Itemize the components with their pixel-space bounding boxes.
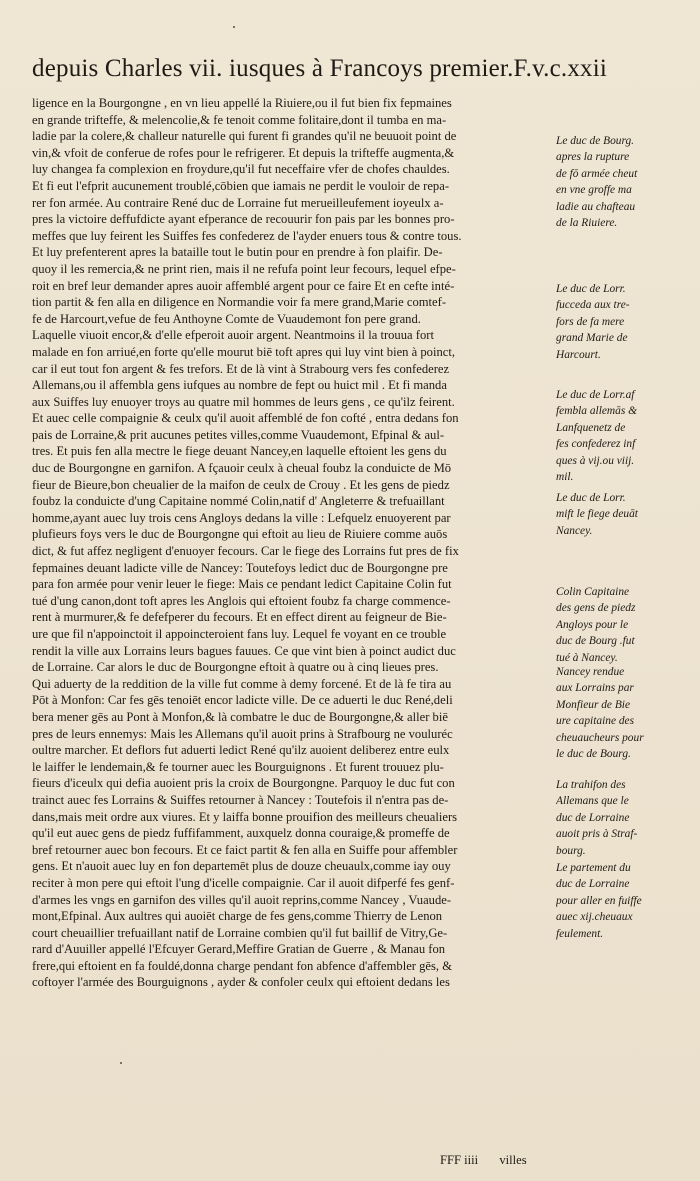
text-line: fieurs d'iceulx qui defia auoient pris la croix de Bourgongne. Parquoy le duc fut con [32, 776, 455, 791]
text-line: Et luy prefenterent apres la bataille tout le butin pour en prendre à fon plaifir. De- [32, 245, 443, 260]
marginal-note-line: fembla allemās & [556, 405, 637, 418]
marginal-note-line: Allemans que le [556, 795, 629, 808]
marginal-note-line: Colin Capitaine [556, 586, 630, 598]
text-line: homme,ayant auec luy trois cens Angloys dedans la ville : Lefquelz enuoyerent par [32, 510, 451, 525]
marginal-note-line: auoit pris à Straf- [556, 828, 638, 841]
text-line: pais de Lorraine,& prit aucunes petites villes,comme Vuaudemont, Efpinal & aul- [32, 427, 445, 442]
text-line: rent à murmurer,& fe defefperer du fecours. Et en effect dirent au feigneur de Bie- [32, 610, 447, 625]
text-line: para fon armée pour venir leuer le fiege: Mais ce pendant ledict Capitaine Colin fut [32, 577, 452, 592]
marginal-note [556, 490, 688, 539]
text-line: dans,mais meit ordre aux viures. Et y laiffa bonne prouifion des meilleurs cheualiers [32, 809, 458, 824]
marginal-note-line: fors de fa mere [556, 315, 625, 328]
ink-speck [120, 1062, 122, 1064]
text-line: plufieurs foys vers le duc de Bourgongne qui eftoit au lieu de Riuiere comme auōs [32, 527, 448, 542]
marginal-note [556, 133, 688, 231]
marginal-note-line: auec xij.cheuaux [556, 911, 633, 924]
marginal-note-line: mil. [556, 471, 574, 484]
marginal-note-line: Le duc de Bourg. [556, 135, 635, 147]
text-line: trainct auec fes Lorrains & Suiffes retourner à Nancey : Toutefois il n'entra pas de- [32, 792, 449, 807]
text-line: Et fi eut l'efprit aucunement troublé,cōbien que iamais ne perdit le vouloir de repa- [32, 178, 450, 193]
text-line: Allemans,ou il affembla gens iufques au nombre de fept ou huict mil . Et fi manda [32, 378, 447, 393]
running-header: depuis Charles vii. iusques à Francoys premier.F.v.c.xxii [32, 55, 608, 82]
text-line: bref retourner auec bon fecours. Et ce faict partit & fen alla en Suiffe pour affembler [32, 842, 458, 857]
text-line: quoy il les remercia,& ne print rien, mais il ne refufa point leur fecours, lequel efpe- [32, 261, 456, 276]
marginal-note-line: ladie au chafteau [556, 200, 636, 213]
marginal-note-line: Le duc de Lorr. [556, 283, 626, 295]
marginal-note-line: Le duc de Lorr.af [556, 389, 635, 401]
marginal-note-line: Le partement du [556, 862, 631, 874]
text-line: malade en fon arriué,en forte qu'elle mourut biē toft apres qui luy vint bien à poinct, [32, 344, 455, 359]
text-line: duc de Bourgongne en garnifon. A fçauoir ceulx à cheual foubz la conduicte de Mō [32, 461, 452, 476]
marginal-note-line: mift le fiege deuāt [556, 508, 638, 521]
text-line: qu'il eut auec gens de piedz fuffifamment, auxquelz donna couraige,& promeffe de [32, 826, 450, 841]
text-line: pres la victoire deffufdicte ayant efperance de recouurir fon pais par les bonnes pro- [32, 212, 455, 227]
text-line: rendit la ville aux Lorrains leurs bagues fauues. Ce que vint bien à poinct audict duc [32, 643, 456, 658]
marginal-note [556, 860, 688, 942]
text-line: ladie par la colere,& challeur naturelle qui furent fi grandes qu'il ne beuuoit point de [32, 129, 457, 144]
text-line: Pōt à Monfon: Car fes gēs tenoiēt encor ladicte ville. De ce aduerti le duc René,deli [32, 693, 453, 708]
text-line: dict, & fut affez negligent d'enuoyer fecours. Car le fiege des Lorrains fut pres de fix [32, 544, 459, 559]
text-line: fe de Harcourt,vefue de feu Anthoyne Comte de Vuaudemont fon pere grand. [32, 311, 421, 326]
marginal-note [556, 387, 688, 485]
text-line: ure que fil n'appoinctoit il appoincteroient fans luy. Lequel fe voyant en ce trouble [32, 627, 447, 641]
text-line: le laiffer le lendemain,& fe tourner auec les Bourguignons . Et furent trouuez plu- [32, 759, 444, 774]
text-line: de Lorraine. Car alors le duc de Bourgongne eftoit à quatre ou à cinq lieues pres. [32, 660, 439, 675]
text-line: foubz la conduicte d'ung Capitaine nommé Colin,natif d' Angleterre & trefuaillant [32, 494, 445, 509]
text-line: reciter à mon pere qui eftoit l'ung d'icelle compaignie. Car il auoit difperfé fes genf- [32, 875, 455, 890]
marginal-note [556, 664, 688, 762]
text-line: court cheuaillier trefuaillant natif de Lorraine combien qu'il fut baillif de Vitry,Ge- [32, 925, 448, 940]
marginal-note-line: Lanfquenetz de [556, 421, 626, 434]
marginal-note-line: Angloys pour le [556, 618, 629, 631]
marginal-note-line: La trahifon des [556, 779, 626, 791]
text-line: pres de leurs ennemys: Mais les Allemans qu'il auoit prins à Strafbourg ne vouluréc [32, 726, 453, 741]
marginal-note-line: tué à Nancey. [556, 651, 618, 664]
text-line: d'armes les vngs en garnifon des villes qu'il auoit reprins,comme Nancey , Vuaude- [32, 892, 452, 907]
marginal-note-line: fes confederez inf [556, 438, 636, 451]
text-line: oultre marcher. Et deflors fut aduerti ledict René qu'ilz auoient deliberez entre eulx [32, 743, 450, 758]
text-line: luy changea fa complexion en froydure,qu'il fut neceffaire vfer de chofes chauldes. [32, 162, 450, 177]
text-line: meffes que luy feirent les Suiffes fes confederez de l'ayder enuers tous & contre tous. [32, 228, 462, 243]
marginal-note-line: des gens de piedz [556, 602, 636, 615]
marginal-note-line: ure capitaine des [556, 715, 635, 728]
marginal-note-line: Le duc de Lorr. [556, 492, 626, 504]
marginal-note-line: pour aller en fuiffe [556, 894, 642, 907]
text-line: rer fon armée. Au contraire René duc de Lorraine fut merueilleufement ioyeulx a- [32, 195, 444, 210]
text-line: tion partit & fen alla en diligence en Normandie voir fa mere grand,Marie comtef- [32, 295, 447, 310]
marginal-note-line: bourg. [556, 844, 586, 857]
marginal-note-line: en vne groffe ma [556, 184, 632, 197]
marginal-note-line: aux Lorrains par [556, 682, 634, 695]
text-line: fieur de Bieure,bon cheualier de la maifon de ceulx de Crouy . Et les gens de piedz [32, 477, 450, 492]
text-line: ligence en la Bourgongne , en vn lieu appellé la Riuiere,ou il fut bien fix fepmaines [32, 96, 452, 110]
marginal-note-line: apres la rupture [556, 151, 630, 164]
marginal-note-line: duc de Bourg .fut [556, 635, 635, 648]
marginal-note-line: de fō armée cheut [556, 167, 638, 180]
text-line: tué d'ung canon,dont toft apres les Anglois qui eftoient foubz fa charge commence- [32, 593, 451, 608]
text-line: roit en bref leur demander apres auoir affemblé argent pour ce faire Et en cefte inté- [32, 278, 455, 293]
marginal-note-line: fucceda aux tre- [556, 299, 630, 312]
marginal-note-line: grand Marie de [556, 332, 628, 345]
text-line: car il eut tout fon argent & fes trefors. Et de là vint à Strabourg vers fes confederez [32, 361, 450, 376]
text-line: mont,Efpinal. Aux aultres qui auoiēt charge de fes gens,comme Thierry de Lenon [32, 909, 443, 924]
signature-mark: FFF iiii [440, 1153, 479, 1167]
text-line: en grande trifteffe, & melencolie,& fe tenoit comme folitaire,dont il tumba en ma- [32, 112, 447, 127]
marginal-note [556, 281, 688, 363]
main-text-block [32, 95, 552, 991]
marginal-note-line: ques à vij.ou viij. [556, 454, 635, 467]
text-line: vin,& vfoit de conferue de rofes pour le refrigerer. Et depuis la trifteffe augmenta,& [32, 145, 455, 160]
text-line: frere,qui eftoient en fa fouldé,donna charge pendant fon abfence d'affembler gēs, & [32, 958, 453, 973]
marginal-note-line: Harcourt. [556, 348, 601, 361]
marginal-note-line: Nancey. [556, 524, 593, 537]
text-line: aux Suiffes luy enuoyer troys au quatre mil hommes de leurs gens , ce qu'ilz feirent. [32, 394, 455, 409]
marginal-note [556, 777, 688, 859]
marginal-note-line: feulement. [556, 927, 604, 940]
text-line: gens. Et n'auoit auec luy en fon departemēt plus de douze cheuaulx,comme iay ouy [32, 859, 451, 874]
ink-speck [233, 26, 235, 28]
marginal-note-line: de la Riuiere. [556, 217, 618, 230]
text-line: Et auec celle compaignie & ceulx qu'il auoit affemblé de fon cofté , entra dedans fon [32, 411, 459, 426]
text-line: rard d'Auuiller appellé l'Efcuyer Gerard,Meffire Gratian de Guerre , & Manau fon [32, 942, 446, 957]
text-line: fepmaines deuant ladicte ville de Nancey: Toutefoys ledict duc de Bourgongne pre [32, 560, 448, 575]
marginal-note [556, 584, 688, 666]
text-line: Qui aduerty de la reddition de la ville fut comme à demy forcené. Et de là fe tira au [32, 676, 452, 691]
marginal-note-line: Monfieur de Bie [556, 698, 631, 711]
text-line: bera mener gēs au Pont à Monfon,& là combatre le duc de Bourgongne,& aller biē [32, 709, 448, 724]
text-line: Laquelle viuoit encor,& d'elle efperoit auoir argent. Neantmoins il la trouua fort [32, 328, 434, 343]
marginal-note-line: Nancey rendue [556, 666, 625, 678]
text-line: coftoyer l'armée des Bourguignons , ayder & confoler ceulx qui eftoient dedans les [32, 975, 450, 990]
marginal-note-line: duc de Lorraine [556, 811, 630, 824]
marginal-note-line: le duc de Bourg. [556, 748, 631, 761]
catchword: villes [499, 1153, 527, 1167]
text-line: tres. Et puis fen alla mectre le fiege deuant Nancey,en laquelle eftoient les gens du [32, 444, 447, 459]
marginal-note-line: cheuaucheurs pour [556, 731, 644, 744]
page-footer [440, 1153, 590, 1168]
marginal-note-line: duc de Lorraine [556, 878, 630, 891]
